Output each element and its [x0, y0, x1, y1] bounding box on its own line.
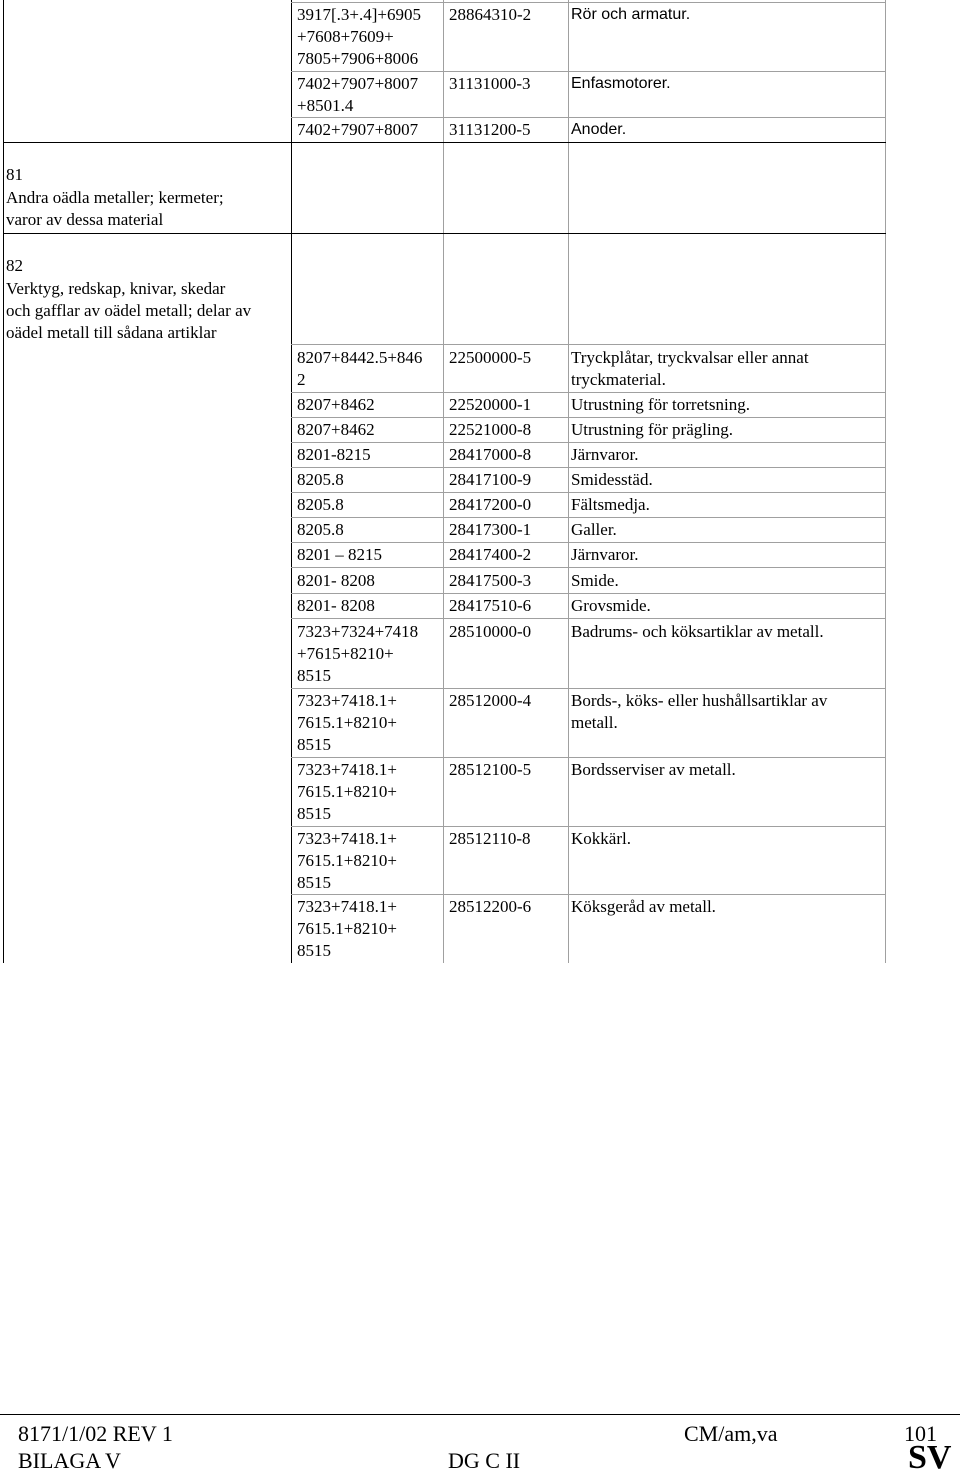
footer-page-number: 101	[904, 1421, 937, 1446]
row-line	[291, 517, 886, 518]
row-line	[291, 567, 886, 568]
cpv-number-cell: 28510000-0	[449, 622, 532, 641]
description-cell: Badrums- och köksartiklar av metall.	[571, 622, 824, 641]
section-line	[3, 233, 886, 234]
cpv-number-cell: 31131200-5	[449, 120, 531, 139]
description-cell: Rör och armatur.	[571, 6, 691, 23]
description-cell: Bordsserviser av metall.	[571, 760, 736, 779]
cn-codes-cell: 7323+7418.1+ 7615.1+8210+ 8515	[297, 760, 397, 823]
description-cell: Köksgeråd av metall.	[571, 897, 716, 916]
cn-codes-cell: 8207+8462	[297, 395, 375, 414]
row-line	[291, 894, 886, 895]
description-cell: Fältsmedja.	[571, 495, 650, 514]
cpv-number-cell: 28512100-5	[449, 760, 532, 779]
row-line	[291, 71, 886, 72]
cn-codes-cell: 8207+8462	[297, 420, 375, 439]
cpv-number-cell: 28512200-6	[449, 897, 532, 916]
row-line	[291, 344, 886, 345]
cn-codes-cell: 8205.8	[297, 495, 344, 514]
cn-codes-cell: 8201 – 8215	[297, 545, 382, 564]
row-line	[291, 2, 886, 3]
description-cell: Järnvaror.	[571, 545, 639, 564]
row-line	[291, 826, 886, 827]
column-divider-description	[568, 0, 569, 963]
table-right-border	[885, 0, 886, 963]
cn-codes-cell: 7323+7418.1+ 7615.1+8210+ 8515	[297, 897, 397, 960]
description-cell: Järnvaror.	[571, 445, 639, 464]
row-line	[291, 442, 886, 443]
cn-codes-cell: 7323+7418.1+ 7615.1+8210+ 8515	[297, 691, 397, 754]
cn-codes-cell: 3917[.3+.4]+6905 +7608+7609+ 7805+7906+8006	[297, 5, 421, 68]
cn-codes-cell: 7323+7324+7418 +7615+8210+ 8515	[297, 622, 419, 685]
description-cell: Galler.	[571, 520, 617, 539]
cn-codes-cell: 7402+7907+8007	[297, 120, 419, 139]
cpv-number-cell: 28417300-1	[449, 520, 532, 539]
section-line	[3, 142, 886, 143]
cpv-number-cell: 28512110-8	[449, 829, 531, 848]
cn-codes-cell: 8201- 8208	[297, 596, 375, 615]
section-82-number: 82	[6, 256, 23, 275]
description-cell: Utrustning för prägling.	[571, 420, 733, 439]
row-line	[291, 492, 886, 493]
description-cell: Bords-, köks- eller hushållsartiklar av metall.	[571, 691, 828, 732]
footer-language: SV	[908, 1439, 952, 1476]
cpv-number-cell: 28864310-2	[449, 5, 532, 24]
cn-codes-cell: 7323+7418.1+ 7615.1+8210+ 8515	[297, 829, 397, 892]
column-divider-number	[443, 0, 444, 963]
row-line	[291, 117, 886, 118]
section-81-number: 81	[6, 165, 23, 184]
table-left-border	[3, 0, 4, 963]
row-line	[291, 757, 886, 758]
column-divider-codes	[291, 0, 292, 963]
cn-codes-cell: 8205.8	[297, 520, 344, 539]
row-line	[291, 542, 886, 543]
description-cell: Enfasmotorer.	[571, 75, 671, 92]
description-cell: Smidesstäd.	[571, 470, 653, 489]
row-line	[291, 417, 886, 418]
footer-rule	[0, 1414, 960, 1415]
description-cell: Kokkärl.	[571, 829, 631, 848]
description-cell: Smide.	[571, 571, 619, 590]
description-cell: Anoder.	[571, 121, 627, 138]
cpv-number-cell: 28512000-4	[449, 691, 532, 710]
cpv-number-cell: 28417000-8	[449, 445, 532, 464]
description-cell: Tryckplåtar, tryckvalsar eller annat tryckmaterial.	[571, 348, 809, 389]
section-81-title: Andra oädla metaller; kermeter; varor av dessa material	[6, 188, 224, 229]
footer-dg: DG C II	[448, 1448, 521, 1473]
footer-author: CM/am,va	[684, 1421, 778, 1446]
description-cell: Grovsmide.	[571, 596, 651, 615]
section-82-title: Verktyg, redskap, knivar, skedar och gafflar av oädel metall; delar av oädel metall till sådana artiklar	[6, 279, 252, 342]
row-line	[291, 392, 886, 393]
cpv-number-cell: 22520000-1	[449, 395, 532, 414]
cpv-number-cell: 22521000-8	[449, 420, 532, 439]
cpv-number-cell: 28417500-3	[449, 571, 532, 590]
footer-doc-ref: 8171/1/02 REV 1	[18, 1421, 173, 1446]
description-cell: Utrustning för torretsning.	[571, 395, 750, 414]
cpv-number-cell: 28417400-2	[449, 545, 532, 564]
cn-codes-cell: 8201-8215	[297, 445, 371, 464]
cpv-number-cell: 28417510-6	[449, 596, 532, 615]
cpv-number-cell: 31131000-3	[449, 74, 531, 93]
row-line	[291, 593, 886, 594]
row-line	[291, 688, 886, 689]
row-line	[291, 467, 886, 468]
cn-codes-cell: 7402+7907+8007 +8501.4	[297, 74, 419, 115]
cpv-number-cell: 28417200-0	[449, 495, 532, 514]
footer-annex: BILAGA V	[18, 1448, 121, 1473]
cn-codes-cell: 8201- 8208	[297, 571, 375, 590]
cpv-number-cell: 28417100-9	[449, 470, 532, 489]
row-line	[291, 618, 886, 619]
cpv-number-cell: 22500000-5	[449, 348, 532, 367]
cn-codes-cell: 8207+8442.5+846 2	[297, 348, 423, 389]
cn-codes-cell: 8205.8	[297, 470, 344, 489]
